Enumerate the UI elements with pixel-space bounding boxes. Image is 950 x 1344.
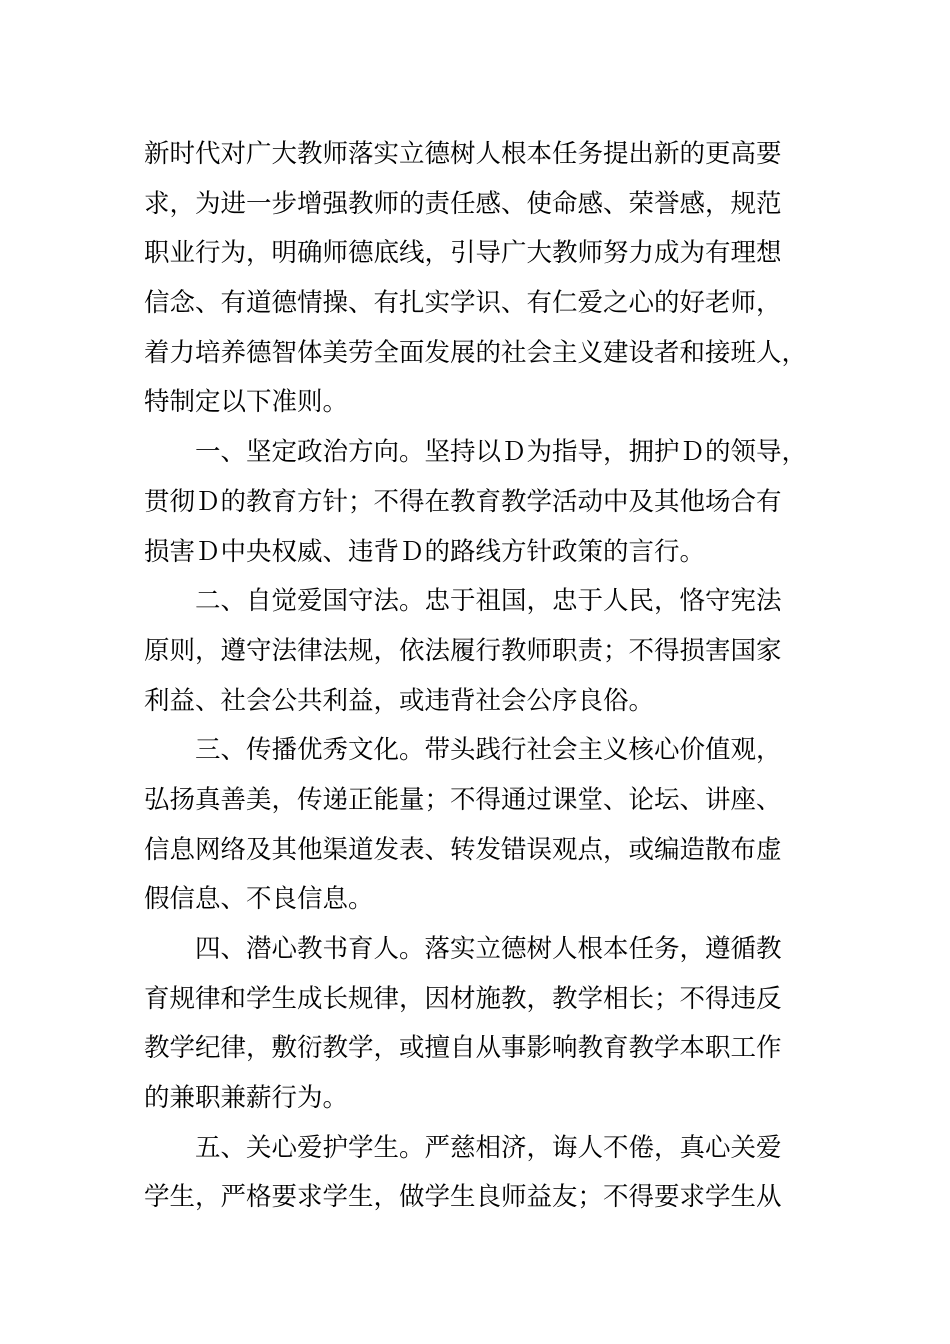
- text-line: 五、关心爱护学生。严慈相济，诲人不倦，真心关爱: [144, 1132, 782, 1163]
- text-line: 信念、有道德情操、有扎实学识、有仁爱之心的好老师，: [144, 288, 782, 319]
- text-line: 信息网络及其他渠道发表、转发错误观点，或编造散布虚: [144, 834, 782, 865]
- text-line: 三、传播优秀文化。带头践行社会主义核心价值观，: [144, 735, 782, 766]
- text-line: 一、坚定政治方向。坚持以Ｄ为指导，拥护Ｄ的领导，: [144, 437, 808, 468]
- text-line: 新时代对广大教师落实立德树人根本任务提出新的更高要: [144, 139, 782, 169]
- text-line: 学生，严格要求学生，做学生良师益友；不得要求学生从: [144, 1182, 782, 1213]
- text-line: 教学纪律，敷衍教学，或擅自从事影响教育教学本职工作: [144, 1033, 782, 1064]
- text-line: 利益、社会公共利益，或违背社会公序良俗。: [144, 685, 655, 716]
- text-line: 损害Ｄ中央权威、违背Ｄ的路线方针政策的言行。: [144, 536, 706, 567]
- text-line: 职业行为，明确师德底线，引导广大教师努力成为有理想: [144, 238, 782, 269]
- text-line: 贯彻Ｄ的教育方针；不得在教育教学活动中及其他场合有: [144, 486, 782, 517]
- text-line: 特制定以下准则。: [144, 387, 349, 418]
- text-line: 四、潜心教书育人。落实立德树人根本任务，遵循教: [144, 934, 782, 964]
- text-line: 弘扬真善美，传递正能量；不得通过课堂、论坛、讲座、: [144, 784, 782, 815]
- text-line: 着力培养德智体美劳全面发展的社会主义建设者和接班人，: [144, 337, 808, 368]
- text-line: 二、自觉爱国守法。忠于祖国，忠于人民，恪守宪法: [144, 586, 782, 617]
- text-line: 假信息、不良信息。: [144, 884, 374, 915]
- text-line: 的兼职兼薪行为。: [144, 1083, 349, 1114]
- text-line: 原则，遵守法律法规，依法履行教师职责；不得损害国家: [144, 635, 782, 666]
- body-text: [144, 130, 824, 1223]
- text-line: 育规律和学生成长规律，因材施教，教学相长；不得违反: [144, 983, 782, 1014]
- text-line: 求，为进一步增强教师的责任感、使命感、荣誉感，规范: [144, 188, 782, 219]
